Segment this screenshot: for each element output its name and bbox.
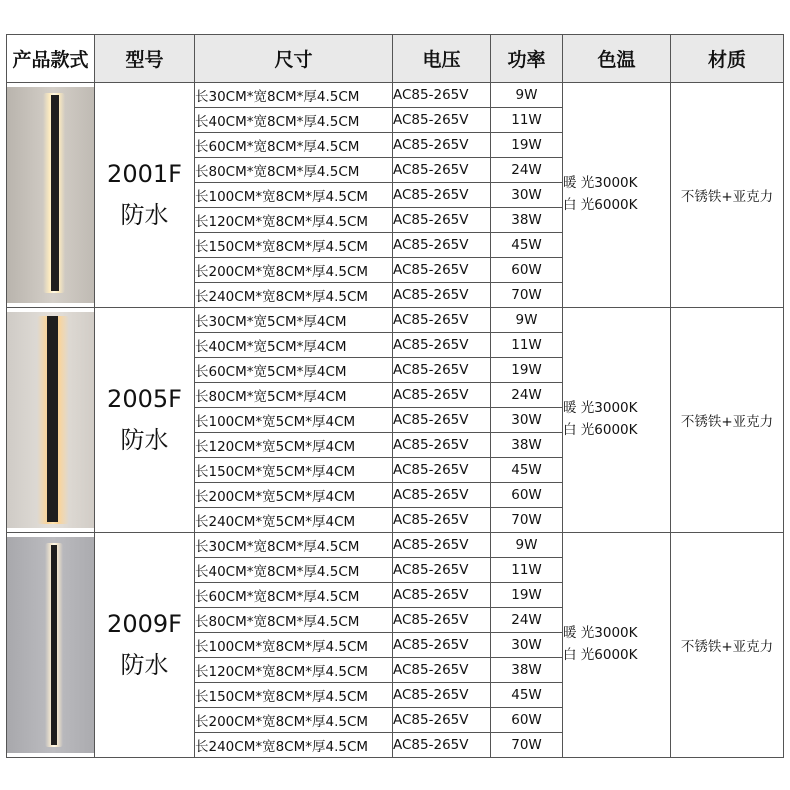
- voltage-cell: AC85-265V: [393, 583, 491, 608]
- size-cell: 长30CM*宽8CM*厚4.5CM: [195, 83, 393, 108]
- voltage-cell: AC85-265V: [393, 408, 491, 433]
- product-spec-table: [6, 34, 784, 758]
- power-cell: 19W: [491, 583, 563, 608]
- size-cell: 长40CM*宽5CM*厚4CM: [195, 333, 393, 358]
- color-temp-white: 白 光6000K: [563, 422, 638, 438]
- power-cell: 24W: [491, 608, 563, 633]
- voltage-cell: AC85-265V: [393, 108, 491, 133]
- color-temp-warm: 暖 光3000K: [563, 625, 638, 642]
- size-cell: 长120CM*宽8CM*厚4.5CM: [195, 658, 393, 683]
- size-cell: 长60CM*宽8CM*厚4.5CM: [195, 583, 393, 608]
- size-cell: 长120CM*宽5CM*厚4CM: [195, 433, 393, 458]
- model-feature: 防水: [120, 201, 169, 229]
- size-cell: 长30CM*宽8CM*厚4.5CM: [195, 533, 393, 558]
- product-image-cell: [7, 308, 95, 533]
- voltage-cell: AC85-265V: [393, 208, 491, 233]
- size-cell: 长60CM*宽5CM*厚4CM: [195, 358, 393, 383]
- power-cell: 45W: [491, 458, 563, 483]
- model-cell: [95, 308, 195, 533]
- model-feature: 防水: [120, 426, 169, 454]
- voltage-cell: AC85-265V: [393, 383, 491, 408]
- power-cell: 30W: [491, 633, 563, 658]
- power-cell: 19W: [491, 133, 563, 158]
- voltage-cell: AC85-265V: [393, 233, 491, 258]
- size-cell: 长120CM*宽8CM*厚4.5CM: [195, 208, 393, 233]
- voltage-cell: AC85-265V: [393, 458, 491, 483]
- color-temp-white: 白 光6000K: [563, 197, 638, 213]
- color-temp-white: 白 光6000K: [563, 647, 638, 663]
- power-cell: 70W: [491, 733, 563, 758]
- header-style: 产品款式: [7, 35, 95, 83]
- voltage-cell: AC85-265V: [393, 558, 491, 583]
- voltage-cell: AC85-265V: [393, 183, 491, 208]
- power-cell: 11W: [491, 108, 563, 133]
- product-image-cell: [7, 533, 95, 758]
- power-cell: 45W: [491, 233, 563, 258]
- power-cell: 38W: [491, 433, 563, 458]
- power-cell: 60W: [491, 483, 563, 508]
- voltage-cell: AC85-265V: [393, 158, 491, 183]
- color-temp-warm: 暖 光3000K: [563, 175, 638, 192]
- size-cell: 长200CM*宽8CM*厚4.5CM: [195, 258, 393, 283]
- size-cell: 长80CM*宽5CM*厚4CM: [195, 383, 393, 408]
- model-code: 2009F: [107, 610, 182, 639]
- lamp-photo: [7, 87, 95, 303]
- product-image-cell: [7, 83, 95, 308]
- size-cell: 长40CM*宽8CM*厚4.5CM: [195, 558, 393, 583]
- voltage-cell: AC85-265V: [393, 633, 491, 658]
- voltage-cell: AC85-265V: [393, 258, 491, 283]
- power-cell: 9W: [491, 83, 563, 108]
- header-voltage: 电压: [393, 35, 491, 83]
- size-cell: 长150CM*宽8CM*厚4.5CM: [195, 233, 393, 258]
- power-cell: 11W: [491, 558, 563, 583]
- voltage-cell: AC85-265V: [393, 533, 491, 558]
- power-cell: 60W: [491, 708, 563, 733]
- voltage-cell: AC85-265V: [393, 708, 491, 733]
- voltage-cell: AC85-265V: [393, 683, 491, 708]
- power-cell: 45W: [491, 683, 563, 708]
- size-cell: 长100CM*宽5CM*厚4CM: [195, 408, 393, 433]
- power-cell: 70W: [491, 508, 563, 533]
- power-cell: 70W: [491, 283, 563, 308]
- power-cell: 24W: [491, 383, 563, 408]
- power-cell: 11W: [491, 333, 563, 358]
- lamp-photo: [7, 312, 95, 528]
- model-cell: [95, 533, 195, 758]
- power-cell: 38W: [491, 208, 563, 233]
- power-cell: 9W: [491, 308, 563, 333]
- voltage-cell: AC85-265V: [393, 283, 491, 308]
- power-cell: 30W: [491, 183, 563, 208]
- material-cell: 不锈铁+亚克力: [671, 533, 784, 758]
- material-cell: 不锈铁+亚克力: [671, 83, 784, 308]
- table-row: [7, 308, 784, 333]
- size-cell: 长240CM*宽8CM*厚4.5CM: [195, 733, 393, 758]
- power-cell: 38W: [491, 658, 563, 683]
- voltage-cell: AC85-265V: [393, 358, 491, 383]
- model-code: 2005F: [107, 385, 182, 414]
- header-material: 材质: [671, 35, 784, 83]
- power-cell: 19W: [491, 358, 563, 383]
- lamp-photo: [7, 537, 95, 753]
- voltage-cell: AC85-265V: [393, 333, 491, 358]
- voltage-cell: AC85-265V: [393, 608, 491, 633]
- color-temp-cell: [563, 308, 671, 533]
- size-cell: 长40CM*宽8CM*厚4.5CM: [195, 108, 393, 133]
- color-temp-cell: [563, 83, 671, 308]
- color-temp-cell: [563, 533, 671, 758]
- size-cell: 长150CM*宽5CM*厚4CM: [195, 458, 393, 483]
- model-cell: [95, 83, 195, 308]
- voltage-cell: AC85-265V: [393, 83, 491, 108]
- model-feature: 防水: [120, 651, 169, 679]
- size-cell: 长60CM*宽8CM*厚4.5CM: [195, 133, 393, 158]
- header-power: 功率: [491, 35, 563, 83]
- size-cell: 长200CM*宽8CM*厚4.5CM: [195, 708, 393, 733]
- header-color-temp: 色温: [563, 35, 671, 83]
- power-cell: 30W: [491, 408, 563, 433]
- voltage-cell: AC85-265V: [393, 133, 491, 158]
- voltage-cell: AC85-265V: [393, 733, 491, 758]
- model-code: 2001F: [107, 160, 182, 189]
- table-row: [7, 83, 784, 108]
- voltage-cell: AC85-265V: [393, 508, 491, 533]
- voltage-cell: AC85-265V: [393, 433, 491, 458]
- size-cell: 长100CM*宽8CM*厚4.5CM: [195, 183, 393, 208]
- power-cell: 24W: [491, 158, 563, 183]
- size-cell: 长80CM*宽8CM*厚4.5CM: [195, 608, 393, 633]
- header-size: 尺寸: [195, 35, 393, 83]
- size-cell: 长30CM*宽5CM*厚4CM: [195, 308, 393, 333]
- material-cell: 不锈铁+亚克力: [671, 308, 784, 533]
- color-temp-warm: 暖 光3000K: [563, 400, 638, 417]
- power-cell: 9W: [491, 533, 563, 558]
- power-cell: 60W: [491, 258, 563, 283]
- size-cell: 长100CM*宽8CM*厚4.5CM: [195, 633, 393, 658]
- voltage-cell: AC85-265V: [393, 658, 491, 683]
- header-row: [7, 35, 784, 83]
- size-cell: 长200CM*宽5CM*厚4CM: [195, 483, 393, 508]
- voltage-cell: AC85-265V: [393, 308, 491, 333]
- header-model: 型号: [95, 35, 195, 83]
- voltage-cell: AC85-265V: [393, 483, 491, 508]
- size-cell: 长240CM*宽8CM*厚4.5CM: [195, 283, 393, 308]
- table-row: [7, 533, 784, 558]
- size-cell: 长150CM*宽8CM*厚4.5CM: [195, 683, 393, 708]
- size-cell: 长240CM*宽5CM*厚4CM: [195, 508, 393, 533]
- size-cell: 长80CM*宽8CM*厚4.5CM: [195, 158, 393, 183]
